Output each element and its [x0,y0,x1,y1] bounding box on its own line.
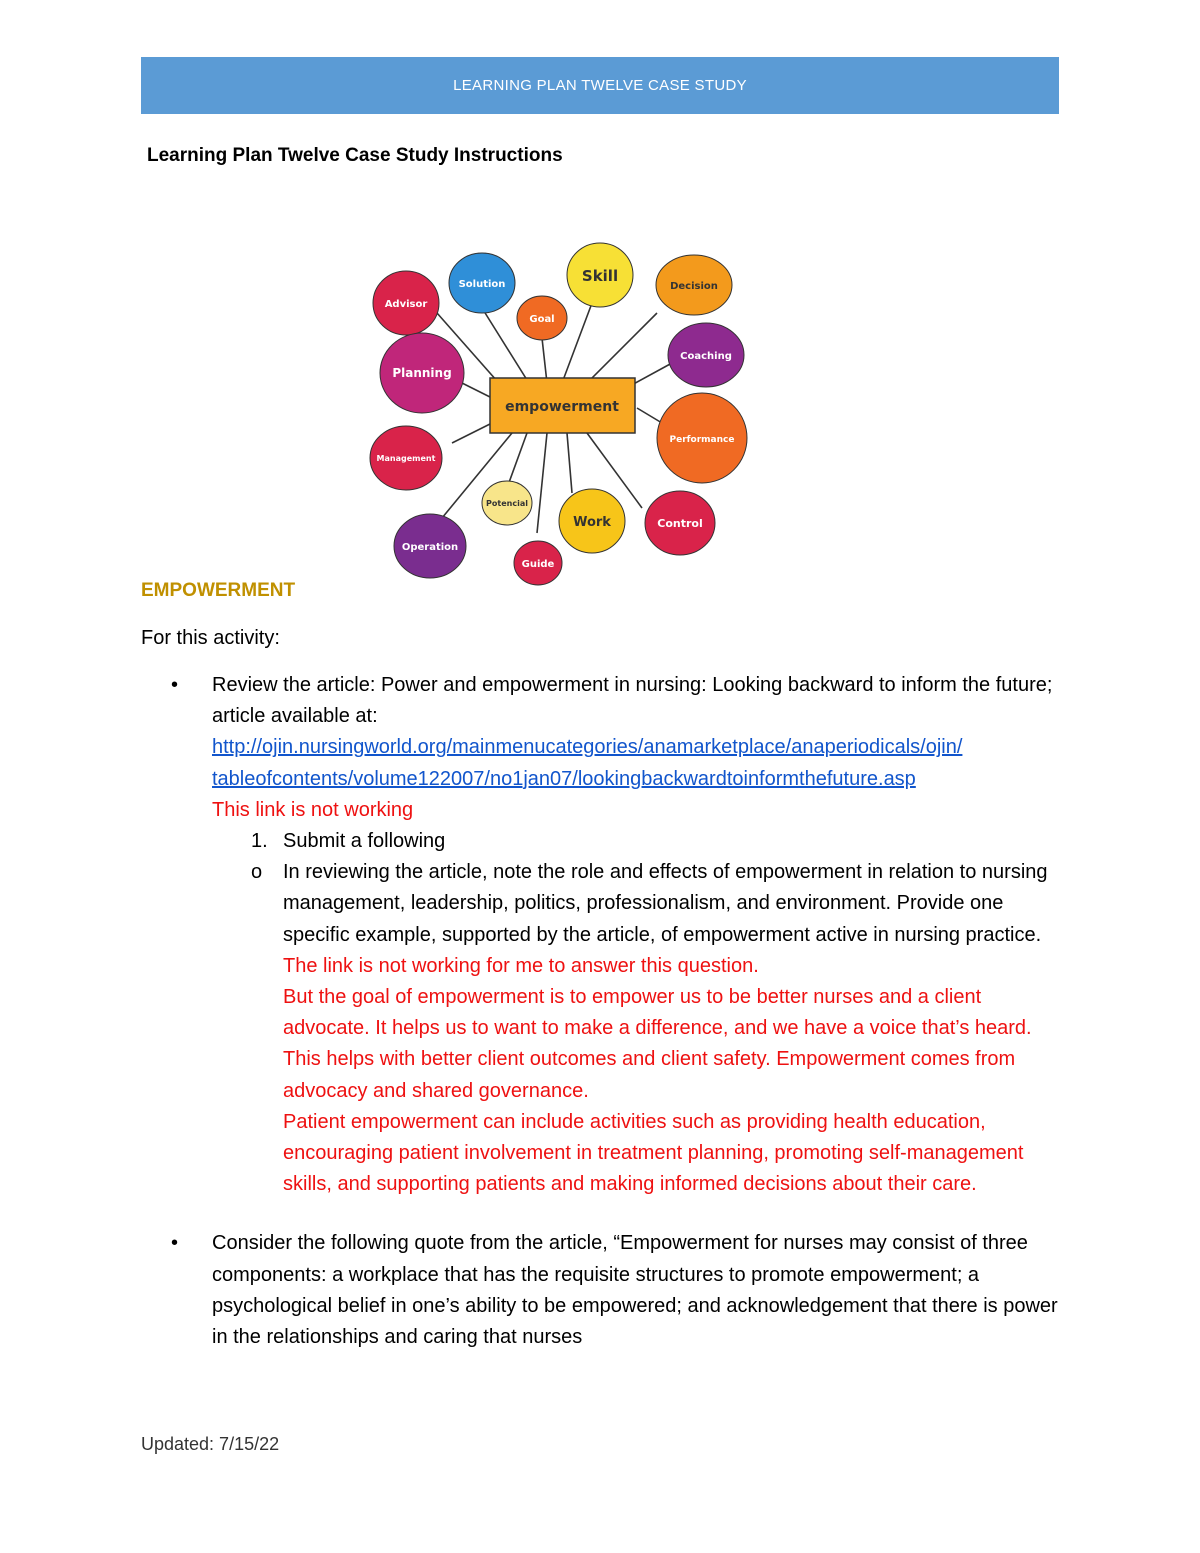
document-title: Learning Plan Twelve Case Study Instructions [147,145,563,166]
updated-date: Updated: 7/15/22 [141,1434,280,1454]
article-link[interactable] [212,732,1071,794]
number-marker: 1. [251,830,268,853]
activity-list [141,670,1071,1353]
bubble-label: Solution [458,279,506,290]
article-link-line-1: http://ojin.nursingworld.org/mainmenucategories/anamarketplace/anaperiodicals/ojin/ [212,736,963,759]
section-heading: EMPOWERMENT [141,580,296,601]
bubble-label: Operation [401,542,459,553]
bullet-marker: • [171,1232,179,1255]
answer-paragraph-1: But the goal of empowerment is to empower us to be better nurses and a client advocate. It helps us to want to make a difference, and we have a voice that’s heard. This helps with better client outcomes and client safety. Empowerment comes from advocacy and shared governance. [283,986,1032,1102]
list-item [141,670,1071,826]
bubble-label: Goal [529,314,555,325]
bubble-label: Coaching [680,351,732,362]
bubble-label: Work [573,515,611,530]
sub-item [141,857,1071,1200]
header-banner-text: LEARNING PLAN TWELVE CASE STUDY [453,77,747,94]
bubble-label: Advisor [384,299,428,310]
sub-item-text: In reviewing the article, note the role and effects of empowerment in relation to nursing management, leadership, politics, professionalism, and environment. Provide one specific example, supported by the article, of empowerment active in nursing practice. [283,861,1048,946]
item-text: Review the article: Power and empowerment in nursing: Looking backward to inform the future; article available at: [212,674,1053,728]
link-note: This link is not working [212,798,414,821]
activity-intro: For this activity: [141,627,280,649]
answer-line: The link is not working for me to answer this question. [283,954,759,977]
bubble-label: Guide [521,559,555,570]
empowerment-illustration [362,233,762,588]
article-link-line-2: tableofcontents/volume122007/no1jan07/lookingbackwardtoinformthefuture.asp [212,767,916,790]
bubble-label: Planning [392,366,452,380]
bubble-label: Decision [670,281,718,292]
bubble-label: Management [376,454,436,463]
bubble-label: Performance [669,435,735,445]
item-text: Consider the following quote from the article, “Empowerment for nurses may consist of three components: a workplace that has the requisite structures to promote empowerment; a psychological belief in one’s ability to be empowered; and acknowledgement that there is power in the relationships and caring that nurses [212,1232,1058,1349]
numbered-item [141,826,1071,857]
answer-paragraph-2: Patient empowerment can include activities such as providing health education, encouraging patient involvement in treatment planning, promoting self-management skills, and supporting patients and making informed decisions about their care. [283,1110,1024,1196]
numbered-text: Submit a following [283,830,446,853]
header-banner [141,57,1059,114]
bullet-marker: • [171,674,179,696]
bubble-label: Skill [581,267,619,285]
bubble-label: Potencial [486,499,528,508]
center-label: empowerment [505,399,619,415]
list-item [141,1228,1071,1353]
bubble-label: Control [657,517,703,530]
circle-marker: o [251,861,263,884]
empowerment-mind-map [362,233,762,588]
